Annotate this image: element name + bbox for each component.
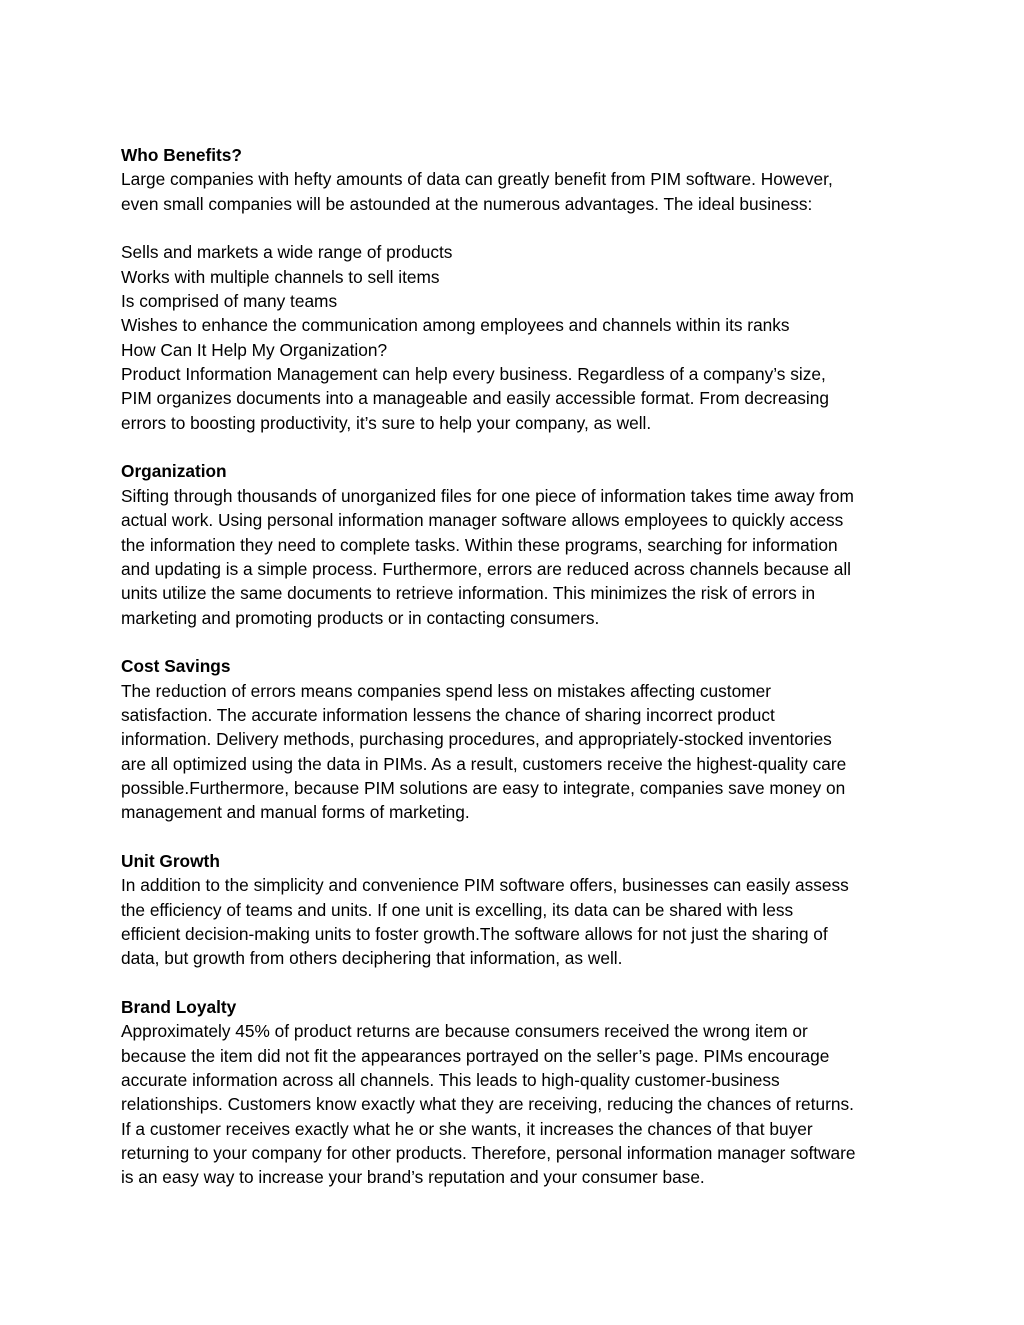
list-item: Sells and markets a wide range of products bbox=[121, 242, 453, 263]
blank-line bbox=[121, 971, 921, 995]
text-line: Product Information Management can help every business. Regardless of a company’s size, bbox=[121, 364, 826, 385]
document-page bbox=[121, 143, 921, 1190]
text-line: efficient decision-making units to foster growth.The software allows for not just the sharing of bbox=[121, 924, 828, 944]
text-line: information. Delivery methods, purchasing procedures, and appropriately-stocked inventories bbox=[121, 729, 832, 750]
text-line: the efficiency of teams and units. If one unit is excelling, its data can be shared with less bbox=[121, 899, 794, 920]
section-brand-loyalty bbox=[121, 995, 921, 1190]
blank-line bbox=[121, 216, 921, 240]
text-line: data, but growth from others deciphering that information, as well. bbox=[121, 948, 623, 969]
list-item: Wishes to enhance the communication among employees and channels within its ranks bbox=[121, 315, 790, 336]
paragraph-organization bbox=[121, 484, 921, 630]
text-line: the information they need to complete tasks. Within these programs, searching for information bbox=[121, 534, 838, 555]
text-line: possible.Furthermore, because PIM solutions are easy to integrate, companies save money on bbox=[121, 777, 846, 798]
section-unit-growth bbox=[121, 849, 921, 971]
blank-line bbox=[121, 435, 921, 459]
heading-how-help: How Can It Help My Organization? bbox=[121, 339, 388, 360]
heading-who-benefits: Who Benefits? bbox=[121, 145, 242, 165]
paragraph-brand-loyalty bbox=[121, 1019, 921, 1189]
list-item: Is comprised of many teams bbox=[121, 291, 338, 312]
paragraph-who-benefits-intro bbox=[121, 167, 921, 216]
list-item: Works with multiple channels to sell items bbox=[121, 266, 440, 287]
text-line: returning to your company for other products. Therefore, personal information manager software bbox=[121, 1143, 856, 1164]
text-line: The reduction of errors means companies spend less on mistakes affecting customer bbox=[121, 680, 771, 701]
text-line: If a customer receives exactly what he or she wants, it increases the chances of that buyer bbox=[121, 1118, 813, 1139]
section-organization bbox=[121, 459, 921, 629]
text-line: even small companies will be astounded at the numerous advantages. The ideal business: bbox=[121, 193, 813, 214]
heading-brand-loyalty: Brand Loyalty bbox=[121, 997, 237, 1018]
heading-organization: Organization bbox=[121, 461, 227, 482]
section-cost-savings bbox=[121, 654, 921, 824]
text-line: and updating is a simple process. Furthermore, errors are reduced across channels because all bbox=[121, 558, 852, 579]
text-line: is an easy way to increase your brand’s reputation and your consumer base. bbox=[121, 1167, 705, 1188]
text-line: are all optimized using the data in PIMs. As a result, customers receive the highest-quality care bbox=[121, 753, 847, 774]
text-line: errors to boosting productivity, it’s sure to help your company, as well. bbox=[121, 412, 652, 433]
ideal-business-list bbox=[121, 240, 921, 337]
paragraph-how-help bbox=[121, 362, 921, 435]
text-line: management and manual forms of marketing. bbox=[121, 802, 470, 823]
text-line: PIM organizes documents into a manageable and easily accessible format. From decreasing bbox=[121, 388, 829, 409]
text-line: because the item did not fit the appearances portrayed on the seller’s page. PIMs encourage bbox=[121, 1045, 830, 1066]
text-line: relationships. Customers know exactly what they are receiving, reducing the chances of returns. bbox=[121, 1094, 854, 1115]
text-line: In addition to the simplicity and convenience PIM software offers, businesses can easily assess bbox=[121, 875, 849, 896]
blank-line bbox=[121, 825, 921, 849]
text-line: actual work. Using personal information manager software allows employees to quickly access bbox=[121, 510, 844, 531]
section-who-benefits bbox=[121, 143, 921, 338]
text-line: Sifting through thousands of unorganized files for one piece of information takes time away from bbox=[121, 485, 854, 506]
section-how-help bbox=[121, 338, 921, 435]
paragraph-cost-savings bbox=[121, 679, 921, 825]
text-line: Approximately 45% of product returns are because consumers received the wrong item or bbox=[121, 1021, 808, 1042]
heading-unit-growth: Unit Growth bbox=[121, 850, 220, 871]
text-line: accurate information across all channels. This leads to high-quality customer-business bbox=[121, 1070, 780, 1091]
text-line: units utilize the same documents to retrieve information. This minimizes the risk of errors in bbox=[121, 583, 816, 604]
text-line: satisfaction. The accurate information lessens the chance of sharing incorrect product bbox=[121, 704, 775, 725]
paragraph-unit-growth bbox=[121, 873, 921, 970]
text-line: Large companies with hefty amounts of data can greatly benefit from PIM software. However, bbox=[121, 169, 833, 190]
blank-line bbox=[121, 630, 921, 654]
text-line: marketing and promoting products or in contacting consumers. bbox=[121, 607, 600, 628]
heading-cost-savings: Cost Savings bbox=[121, 656, 231, 677]
